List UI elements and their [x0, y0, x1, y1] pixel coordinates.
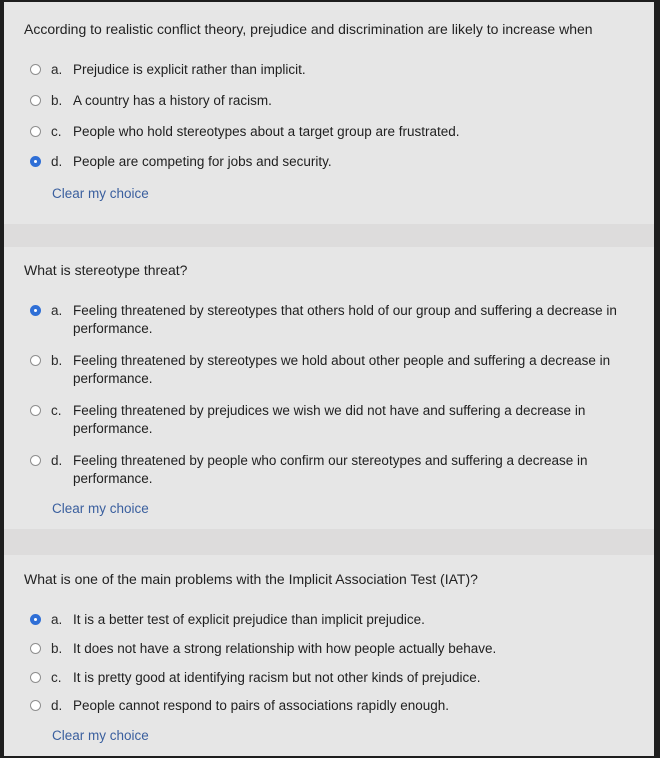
- radio-button[interactable]: [30, 355, 41, 366]
- option-text: Feeling threatened by stereotypes that others hold of our group and suffering a decrease in performance.: [73, 303, 617, 336]
- clear-choice-link[interactable]: Clear my choice: [52, 186, 149, 201]
- option-text: It is a better test of explicit prejudice than implicit prejudice.: [73, 612, 425, 627]
- option-letter: b.: [51, 353, 63, 368]
- option-text: A country has a history of racism.: [73, 93, 272, 108]
- question-card: [4, 555, 654, 756]
- option-letter: c.: [51, 670, 62, 685]
- radio-button[interactable]: [30, 64, 41, 75]
- answer-option-a[interactable]: [30, 61, 634, 79]
- radio-button[interactable]: [30, 95, 41, 106]
- option-letter: d.: [51, 154, 63, 169]
- option-letter: b.: [51, 641, 63, 656]
- option-text: Feeling threatened by prejudices we wish we did not have and suffering a decrease in performance.: [73, 403, 586, 436]
- quiz-page: [4, 2, 654, 756]
- answer-option-c[interactable]: [30, 402, 634, 438]
- question-text: According to realistic conflict theory, prejudice and discrimination are likely to increase when: [24, 21, 593, 37]
- answer-option-c[interactable]: [30, 123, 634, 141]
- option-letter: d.: [51, 698, 63, 713]
- radio-button[interactable]: [30, 643, 41, 654]
- option-letter: c.: [51, 124, 62, 139]
- answer-option-d[interactable]: [30, 697, 634, 715]
- option-text: It does not have a strong relationship with how people actually behave.: [73, 641, 497, 656]
- option-letter: b.: [51, 93, 63, 108]
- option-text: People are competing for jobs and security.: [73, 154, 332, 169]
- radio-button[interactable]: [30, 126, 41, 137]
- option-text: People cannot respond to pairs of associations rapidly enough.: [73, 698, 449, 713]
- option-text: Feeling threatened by stereotypes we hold about other people and suffering a decrease in performance.: [73, 353, 611, 386]
- option-letter: a.: [51, 303, 63, 318]
- answer-option-a[interactable]: [30, 611, 634, 629]
- answer-option-b[interactable]: [30, 92, 634, 110]
- radio-button[interactable]: [30, 672, 41, 683]
- radio-button[interactable]: [30, 455, 41, 466]
- radio-button[interactable]: [30, 614, 41, 625]
- option-text: Prejudice is explicit rather than implicit.: [73, 62, 306, 77]
- answer-option-d[interactable]: [30, 153, 634, 171]
- option-letter: a.: [51, 612, 63, 627]
- radio-button[interactable]: [30, 405, 41, 416]
- question-text: What is stereotype threat?: [24, 262, 188, 278]
- question-card: [4, 2, 654, 224]
- option-text: People who hold stereotypes about a target group are frustrated.: [73, 124, 460, 139]
- radio-button[interactable]: [30, 305, 41, 316]
- option-letter: c.: [51, 403, 62, 418]
- option-text: It is pretty good at identifying racism but not other kinds of prejudice.: [73, 670, 481, 685]
- question-text: What is one of the main problems with the Implicit Association Test (IAT)?: [24, 571, 478, 587]
- answer-option-b[interactable]: [30, 352, 634, 388]
- answer-option-d[interactable]: [30, 452, 634, 488]
- option-letter: a.: [51, 62, 63, 77]
- radio-button[interactable]: [30, 700, 41, 711]
- option-letter: d.: [51, 453, 63, 468]
- question-card: [4, 247, 654, 529]
- answer-option-c[interactable]: [30, 669, 634, 687]
- clear-choice-link[interactable]: Clear my choice: [52, 501, 149, 516]
- option-text: Feeling threatened by people who confirm our stereotypes and suffering a decrease in performance.: [73, 453, 588, 486]
- answer-option-b[interactable]: [30, 640, 634, 658]
- answer-option-a[interactable]: [30, 302, 634, 338]
- radio-button[interactable]: [30, 156, 41, 167]
- clear-choice-link[interactable]: Clear my choice: [52, 728, 149, 743]
